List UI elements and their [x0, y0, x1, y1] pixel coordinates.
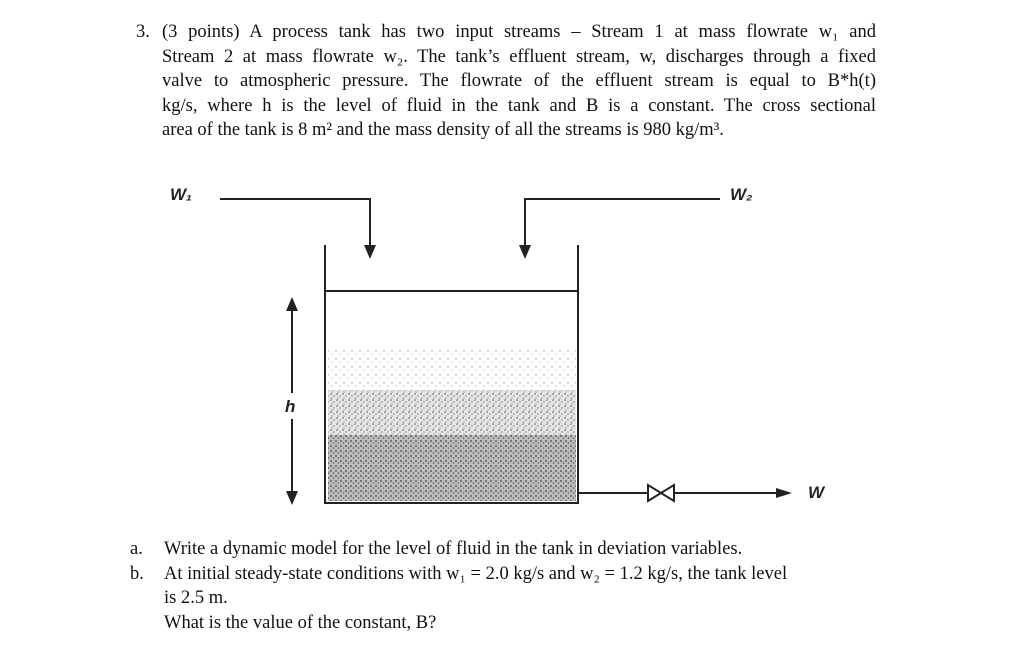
- stream1-arrow: [364, 245, 376, 259]
- label-w1: W₁: [170, 185, 193, 204]
- problem-line-3: valve to atmospheric pressure. The flowrate of the effluent stream is equal to B*h(t): [162, 71, 876, 92]
- part-a: [130, 537, 870, 562]
- part-b-line-3: What is the value of the constant, B?: [164, 612, 437, 633]
- tank-diagram-svg: [150, 165, 870, 525]
- valve-icon: [648, 485, 674, 501]
- fluid-mid: [328, 390, 576, 435]
- part-a-text: Write a dynamic model for the level of fluid in the tank in deviation variables.: [164, 539, 743, 559]
- label-w: W: [808, 483, 825, 502]
- fluid-top: [328, 350, 576, 390]
- problem-line-5: area of the tank is 8 m² and the mass density of all the streams is 980 kg/m³.: [162, 120, 724, 141]
- problem-line-4: kg/s, where h is the level of fluid in the tank and B is a constant. The cross sectional: [162, 95, 876, 116]
- problem-line-1: (3 points) A process tank has two input streams – Stream 1 at mass flowrate w₁ and: [162, 22, 876, 42]
- problem-line-2: Stream 2 at mass flowrate w₂. The tank’s effluent stream, w, discharges through a fixed: [162, 46, 876, 67]
- stream2-arrow: [519, 245, 531, 259]
- fluid-bottom: [328, 435, 576, 501]
- part-b: [130, 562, 870, 636]
- question-parts: [130, 537, 870, 635]
- stream2-pipe: [525, 199, 720, 250]
- part-b-line-1: At initial steady-state conditions with w₁ = 2.0 kg/s and w₂ = 1.2 kg/s, the tank level: [164, 563, 788, 584]
- problem-number: 3.: [136, 22, 150, 42]
- h-arrow-up: [286, 297, 298, 311]
- part-b-line-2: is 2.5 m.: [164, 588, 228, 609]
- part-a-label: a.: [130, 539, 143, 559]
- part-b-label: b.: [130, 563, 144, 584]
- label-h: h: [285, 397, 296, 416]
- label-w2: W₂: [730, 185, 753, 204]
- problem-statement: [136, 20, 876, 143]
- tank-diagram: [150, 165, 870, 525]
- stream1-pipe: [220, 199, 370, 250]
- h-arrow-down: [286, 491, 298, 505]
- outlet-arrow: [776, 488, 792, 498]
